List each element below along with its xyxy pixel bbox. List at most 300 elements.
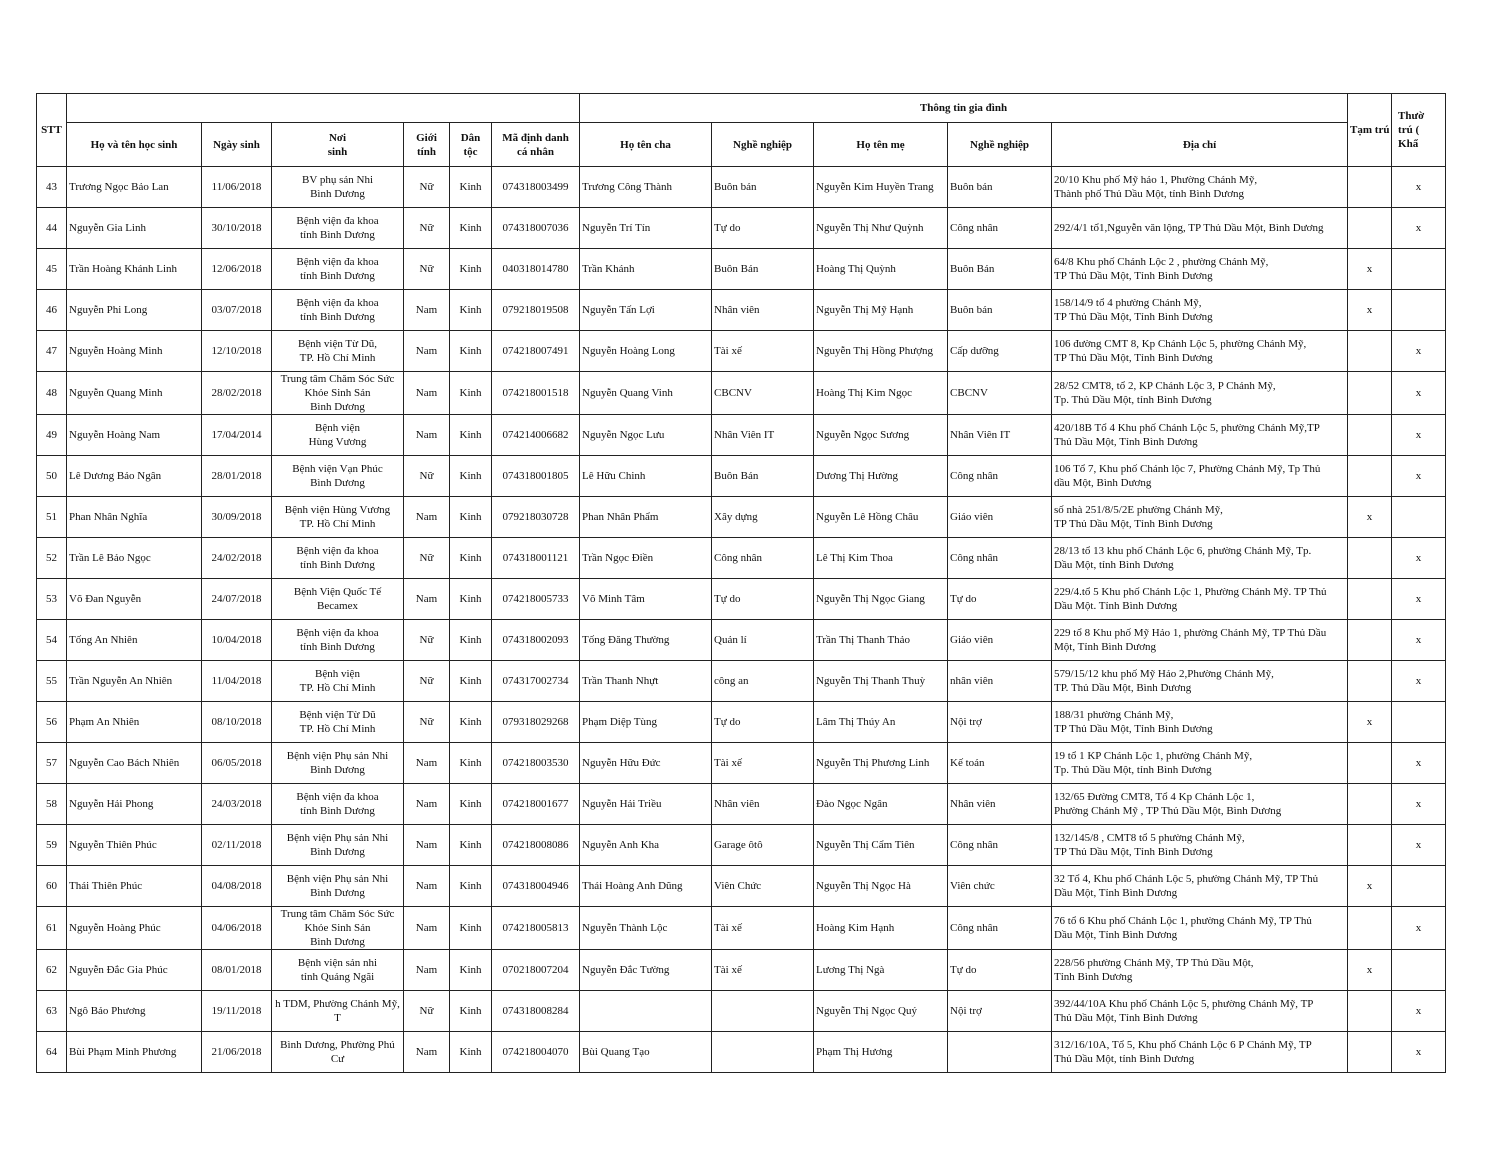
- temp-cell: [1348, 456, 1392, 497]
- mother-job-cell: Công nhân: [948, 907, 1052, 950]
- ethnicity-cell: Kinh: [450, 907, 492, 950]
- stt-cell: 61: [37, 907, 67, 950]
- mother-cell: Nguyễn Thị Thanh Thuỳ: [814, 661, 948, 702]
- id-cell: 074218004070: [492, 1032, 580, 1073]
- ethnicity-cell: Kinh: [450, 1032, 492, 1073]
- mother-cell: Nguyễn Thị Ngọc Giang: [814, 579, 948, 620]
- mother-job-cell: Công nhân: [948, 456, 1052, 497]
- perm-cell: [1392, 249, 1446, 290]
- father-job-cell: Buôn Bán: [712, 249, 814, 290]
- name-cell: Võ Đan Nguyễn: [67, 579, 202, 620]
- header-birthplace: Nơi sinh: [272, 123, 404, 167]
- dob-cell: 30/10/2018: [202, 208, 272, 249]
- header-dob: Ngày sinh: [202, 123, 272, 167]
- father-cell: Lê Hữu Chinh: [580, 456, 712, 497]
- table-row: [37, 579, 1446, 620]
- mother-job-cell: Buôn bán: [948, 290, 1052, 331]
- address-cell: 228/56 phường Chánh Mỹ, TP Thủ Dầu Một, Tỉnh Bình Dương: [1052, 950, 1348, 991]
- address-cell: 312/16/10A, Tổ 5, Khu phố Chánh Lộc 6 P Chánh Mỹ, TP Thủ Dầu Một, tỉnh Bình Dương: [1052, 1032, 1348, 1073]
- father-job-cell: Viên Chức: [712, 866, 814, 907]
- father-job-cell: Tài xế: [712, 331, 814, 372]
- birthplace-cell: Bệnh viện đa khoa tỉnh Bình Dương: [272, 208, 404, 249]
- header-family-group: Thông tin gia đình: [580, 94, 1348, 123]
- gender-cell: Nữ: [404, 991, 450, 1032]
- id-cell: 074218005813: [492, 907, 580, 950]
- name-cell: Nguyễn Quang Minh: [67, 372, 202, 415]
- temp-cell: [1348, 167, 1392, 208]
- header-temp: Tạm trú: [1348, 94, 1392, 167]
- mother-job-cell: Nội trợ: [948, 991, 1052, 1032]
- stt-cell: 51: [37, 497, 67, 538]
- dob-cell: 30/09/2018: [202, 497, 272, 538]
- perm-cell: x: [1392, 825, 1446, 866]
- table-row: [37, 702, 1446, 743]
- header-ethnicity: Dân tộc: [450, 123, 492, 167]
- ethnicity-cell: Kinh: [450, 208, 492, 249]
- table-row: [37, 167, 1446, 208]
- temp-cell: x: [1348, 249, 1392, 290]
- mother-job-cell: Buôn Bán: [948, 249, 1052, 290]
- birthplace-cell: Bệnh viện Từ Dũ TP. Hồ Chí Minh: [272, 702, 404, 743]
- father-cell: Nguyễn Hữu Đức: [580, 743, 712, 784]
- table-row: [37, 208, 1446, 249]
- name-cell: Nguyễn Gia Linh: [67, 208, 202, 249]
- mother-job-cell: Nhân viên: [948, 784, 1052, 825]
- ethnicity-cell: Kinh: [450, 167, 492, 208]
- temp-cell: x: [1348, 866, 1392, 907]
- father-job-cell: Tài xế: [712, 743, 814, 784]
- stt-cell: 43: [37, 167, 67, 208]
- id-cell: 074218001518: [492, 372, 580, 415]
- father-job-cell: Buôn bán: [712, 167, 814, 208]
- temp-cell: [1348, 538, 1392, 579]
- father-job-cell: Nhân viên: [712, 784, 814, 825]
- name-cell: Nguyễn Hoàng Phúc: [67, 907, 202, 950]
- dob-cell: 10/04/2018: [202, 620, 272, 661]
- mother-cell: Nguyễn Kim Huyền Trang: [814, 167, 948, 208]
- temp-cell: [1348, 1032, 1392, 1073]
- address-cell: 132/65 Đường CMT8, Tổ 4 Kp Chánh Lộc 1, Phường Chánh Mỹ , TP Thủ Dầu Một, Bình Dương: [1052, 784, 1348, 825]
- address-cell: 420/18B Tổ 4 Khu phố Chánh Lộc 5, phường Chánh Mỹ,TP Thủ Dầu Một, Tỉnh Bình Dương: [1052, 415, 1348, 456]
- perm-cell: x: [1392, 907, 1446, 950]
- dob-cell: 28/02/2018: [202, 372, 272, 415]
- birthplace-cell: Bệnh viện đa khoa tỉnh Bình Dương: [272, 620, 404, 661]
- dob-cell: 02/11/2018: [202, 825, 272, 866]
- address-cell: 64/8 Khu phố Chánh Lộc 2 , phường Chánh Mỹ, TP Thủ Dầu Một, Tỉnh Bình Dương: [1052, 249, 1348, 290]
- gender-cell: Nam: [404, 579, 450, 620]
- ethnicity-cell: Kinh: [450, 290, 492, 331]
- table-row: [37, 661, 1446, 702]
- dob-cell: 24/02/2018: [202, 538, 272, 579]
- father-cell: Phan Nhân Phẩm: [580, 497, 712, 538]
- stt-cell: 64: [37, 1032, 67, 1073]
- header-perm: Thườ trú ( Khẩ: [1392, 94, 1446, 167]
- perm-cell: x: [1392, 167, 1446, 208]
- father-cell: Trương Công Thành: [580, 167, 712, 208]
- stt-cell: 46: [37, 290, 67, 331]
- mother-job-cell: Cấp dưỡng: [948, 331, 1052, 372]
- table-row: [37, 825, 1446, 866]
- father-cell: Nguyễn Thành Lộc: [580, 907, 712, 950]
- gender-cell: Nam: [404, 290, 450, 331]
- gender-cell: Nam: [404, 950, 450, 991]
- temp-cell: [1348, 579, 1392, 620]
- birthplace-cell: Bệnh Viện Quốc Tế Becamex: [272, 579, 404, 620]
- gender-cell: Nam: [404, 784, 450, 825]
- table-row: [37, 950, 1446, 991]
- address-cell: số nhà 251/8/5/2E phường Chánh Mỹ, TP Thủ Dầu Một, Tỉnh Bình Dương: [1052, 497, 1348, 538]
- mother-job-cell: Giáo viên: [948, 497, 1052, 538]
- gender-cell: Nam: [404, 825, 450, 866]
- ethnicity-cell: Kinh: [450, 249, 492, 290]
- dob-cell: 12/10/2018: [202, 331, 272, 372]
- perm-cell: x: [1392, 991, 1446, 1032]
- ethnicity-cell: Kinh: [450, 331, 492, 372]
- ethnicity-cell: Kinh: [450, 538, 492, 579]
- name-cell: Phan Nhân Nghĩa: [67, 497, 202, 538]
- ethnicity-cell: Kinh: [450, 950, 492, 991]
- stt-cell: 63: [37, 991, 67, 1032]
- address-cell: 20/10 Khu phố Mỹ hảo 1, Phường Chánh Mỹ, Thành phố Thủ Dầu Một, tỉnh Bình Dương: [1052, 167, 1348, 208]
- gender-cell: Nam: [404, 372, 450, 415]
- table-row: [37, 456, 1446, 497]
- stt-cell: 57: [37, 743, 67, 784]
- birthplace-cell: Bệnh viện TP. Hồ Chí Minh: [272, 661, 404, 702]
- perm-cell: [1392, 950, 1446, 991]
- temp-cell: [1348, 372, 1392, 415]
- mother-job-cell: Giáo viên: [948, 620, 1052, 661]
- perm-cell: x: [1392, 743, 1446, 784]
- ethnicity-cell: Kinh: [450, 702, 492, 743]
- table-row: [37, 290, 1446, 331]
- mother-job-cell: Tự do: [948, 950, 1052, 991]
- father-job-cell: Tự do: [712, 208, 814, 249]
- name-cell: Nguyễn Hải Phong: [67, 784, 202, 825]
- father-job-cell: Nhân Viên IT: [712, 415, 814, 456]
- name-cell: Nguyễn Đắc Gia Phúc: [67, 950, 202, 991]
- perm-cell: x: [1392, 331, 1446, 372]
- father-cell: Trần Ngọc Điền: [580, 538, 712, 579]
- table-row: [37, 784, 1446, 825]
- dob-cell: 28/01/2018: [202, 456, 272, 497]
- father-job-cell: Garage ôtô: [712, 825, 814, 866]
- perm-cell: x: [1392, 456, 1446, 497]
- perm-cell: x: [1392, 579, 1446, 620]
- birthplace-cell: Trung tâm Chăm Sóc Sức Khỏe Sinh Sản Bình Dương: [272, 907, 404, 950]
- address-cell: 106 Tổ 7, Khu phố Chánh lộc 7, Phường Chánh Mỹ, Tp Thủ dầu Một, Bình Dương: [1052, 456, 1348, 497]
- father-cell: Thái Hoàng Anh Dũng: [580, 866, 712, 907]
- ethnicity-cell: Kinh: [450, 743, 492, 784]
- mother-cell: Lâm Thị Thúy An: [814, 702, 948, 743]
- perm-cell: [1392, 702, 1446, 743]
- mother-cell: Hoàng Thị Quỳnh: [814, 249, 948, 290]
- gender-cell: Nữ: [404, 208, 450, 249]
- header-blank: [67, 94, 580, 123]
- address-cell: 579/15/12 khu phố Mỹ Hảo 2,Phường Chánh Mỹ, TP. Thủ Dầu Một, Bình Dương: [1052, 661, 1348, 702]
- id-cell: 074318002093: [492, 620, 580, 661]
- header-address: Địa chỉ: [1052, 123, 1348, 167]
- id-cell: 074318008284: [492, 991, 580, 1032]
- ethnicity-cell: Kinh: [450, 415, 492, 456]
- mother-cell: Hoàng Thị Kim Ngọc: [814, 372, 948, 415]
- name-cell: Nguyễn Hoàng Nam: [67, 415, 202, 456]
- stt-cell: 58: [37, 784, 67, 825]
- gender-cell: Nam: [404, 1032, 450, 1073]
- temp-cell: [1348, 825, 1392, 866]
- id-cell: 074318004946: [492, 866, 580, 907]
- temp-cell: [1348, 208, 1392, 249]
- dob-cell: 24/07/2018: [202, 579, 272, 620]
- father-job-cell: Quản lí: [712, 620, 814, 661]
- id-cell: 079218019508: [492, 290, 580, 331]
- name-cell: Bùi Phạm Minh Phương: [67, 1032, 202, 1073]
- mother-job-cell: Nội trợ: [948, 702, 1052, 743]
- mother-cell: Nguyễn Thị Phương Linh: [814, 743, 948, 784]
- temp-cell: [1348, 743, 1392, 784]
- address-cell: 229 tổ 8 Khu phố Mỹ Hảo 1, phường Chánh Mỹ, TP Thủ Dầu Một, Tỉnh Bình Dương: [1052, 620, 1348, 661]
- table-row: [37, 372, 1446, 415]
- address-cell: 132/145/8 , CMT8 tổ 5 phường Chánh Mỹ, TP Thủ Dầu Một, Tỉnh Bình Dương: [1052, 825, 1348, 866]
- father-cell: Trần Thanh Nhựt: [580, 661, 712, 702]
- dob-cell: 08/01/2018: [202, 950, 272, 991]
- address-cell: 19 tổ 1 KP Chánh Lộc 1, phường Chánh Mỹ, Tp. Thủ Dầu Một, tỉnh Bình Dương: [1052, 743, 1348, 784]
- gender-cell: Nữ: [404, 456, 450, 497]
- dob-cell: 04/08/2018: [202, 866, 272, 907]
- father-job-cell: Nhân viên: [712, 290, 814, 331]
- address-cell: 158/14/9 tổ 4 phường Chánh Mỹ, TP Thủ Dầu Một, Tỉnh Bình Dương: [1052, 290, 1348, 331]
- mother-job-cell: Công nhân: [948, 825, 1052, 866]
- mother-job-cell: CBCNV: [948, 372, 1052, 415]
- address-cell: 76 tổ 6 Khu phố Chánh Lộc 1, phường Chánh Mỹ, TP Thủ Dầu Một, Tỉnh Bình Dương: [1052, 907, 1348, 950]
- gender-cell: Nam: [404, 415, 450, 456]
- dob-cell: 11/06/2018: [202, 167, 272, 208]
- birthplace-cell: Bệnh viện đa khoa tỉnh Bình Dương: [272, 538, 404, 579]
- temp-cell: x: [1348, 290, 1392, 331]
- father-job-cell: Tài xế: [712, 950, 814, 991]
- id-cell: 074218007491: [492, 331, 580, 372]
- father-job-cell: CBCNV: [712, 372, 814, 415]
- mother-cell: Dương Thị Hường: [814, 456, 948, 497]
- perm-cell: x: [1392, 784, 1446, 825]
- mother-cell: Nguyễn Thị Như Quỳnh: [814, 208, 948, 249]
- father-cell: Trần Khánh: [580, 249, 712, 290]
- id-cell: 079318029268: [492, 702, 580, 743]
- father-job-cell: Công nhân: [712, 538, 814, 579]
- header-name: Họ và tên học sinh: [67, 123, 202, 167]
- mother-cell: Nguyễn Thị Mỹ Hạnh: [814, 290, 948, 331]
- id-cell: 074218003530: [492, 743, 580, 784]
- mother-cell: Nguyễn Ngọc Sương: [814, 415, 948, 456]
- header-id: Mã định danh cá nhân: [492, 123, 580, 167]
- id-cell: 074318003499: [492, 167, 580, 208]
- gender-cell: Nữ: [404, 249, 450, 290]
- header-gender: Giới tính: [404, 123, 450, 167]
- dob-cell: 12/06/2018: [202, 249, 272, 290]
- father-job-cell: Xây dựng: [712, 497, 814, 538]
- father-cell: Phạm Diệp Tùng: [580, 702, 712, 743]
- mother-cell: Nguyễn Thị Ngọc Hà: [814, 866, 948, 907]
- temp-cell: [1348, 415, 1392, 456]
- id-cell: 074317002734: [492, 661, 580, 702]
- mother-cell: Đào Ngọc Ngân: [814, 784, 948, 825]
- gender-cell: Nữ: [404, 167, 450, 208]
- id-cell: 074218005733: [492, 579, 580, 620]
- table-row: [37, 497, 1446, 538]
- gender-cell: Nữ: [404, 620, 450, 661]
- stt-cell: 52: [37, 538, 67, 579]
- mother-cell: Lương Thị Ngà: [814, 950, 948, 991]
- father-cell: [580, 991, 712, 1032]
- father-job-cell: công an: [712, 661, 814, 702]
- birthplace-cell: Bệnh viện đa khoa tỉnh Bình Dương: [272, 290, 404, 331]
- perm-cell: x: [1392, 372, 1446, 415]
- stt-cell: 55: [37, 661, 67, 702]
- temp-cell: [1348, 907, 1392, 950]
- birthplace-cell: Bệnh viện Phụ sản Nhi Bình Dương: [272, 866, 404, 907]
- table-body: [37, 167, 1446, 1073]
- name-cell: Nguyễn Phi Long: [67, 290, 202, 331]
- ethnicity-cell: Kinh: [450, 497, 492, 538]
- gender-cell: Nữ: [404, 538, 450, 579]
- father-cell: Võ Minh Tâm: [580, 579, 712, 620]
- table-row: [37, 538, 1446, 579]
- stt-cell: 49: [37, 415, 67, 456]
- birthplace-cell: Bệnh viện Từ Dũ, TP. Hồ Chí Minh: [272, 331, 404, 372]
- father-job-cell: [712, 991, 814, 1032]
- temp-cell: x: [1348, 497, 1392, 538]
- temp-cell: [1348, 784, 1392, 825]
- gender-cell: Nam: [404, 907, 450, 950]
- mother-cell: Nguyễn Thị Hồng Phượng: [814, 331, 948, 372]
- table-row: [37, 249, 1446, 290]
- id-cell: 074218001677: [492, 784, 580, 825]
- id-cell: 079218030728: [492, 497, 580, 538]
- perm-cell: x: [1392, 620, 1446, 661]
- address-cell: 32 Tổ 4, Khu phố Chánh Lộc 5, phường Chánh Mỹ, TP Thủ Dầu Một, Tỉnh Bình Dương: [1052, 866, 1348, 907]
- address-cell: 28/13 tổ 13 khu phố Chánh Lộc 6, phường Chánh Mỹ, Tp. Dầu Một, tỉnh Bình Dương: [1052, 538, 1348, 579]
- mother-cell: Nguyễn Thị Cẩm Tiên: [814, 825, 948, 866]
- id-cell: 074318001805: [492, 456, 580, 497]
- mother-job-cell: Tự do: [948, 579, 1052, 620]
- temp-cell: [1348, 991, 1392, 1032]
- stt-cell: 60: [37, 866, 67, 907]
- stt-cell: 45: [37, 249, 67, 290]
- id-cell: 074318001121: [492, 538, 580, 579]
- father-cell: Nguyễn Quang Vinh: [580, 372, 712, 415]
- id-cell: 074214006682: [492, 415, 580, 456]
- temp-cell: [1348, 331, 1392, 372]
- ethnicity-cell: Kinh: [450, 620, 492, 661]
- table-row: [37, 991, 1446, 1032]
- table-row: [37, 743, 1446, 784]
- gender-cell: Nam: [404, 866, 450, 907]
- temp-cell: x: [1348, 702, 1392, 743]
- birthplace-cell: Bình Dương, Phường Phú Cư: [272, 1032, 404, 1073]
- father-cell: Nguyễn Trí Tín: [580, 208, 712, 249]
- perm-cell: [1392, 497, 1446, 538]
- dob-cell: 19/11/2018: [202, 991, 272, 1032]
- ethnicity-cell: Kinh: [450, 866, 492, 907]
- ethnicity-cell: Kinh: [450, 991, 492, 1032]
- gender-cell: Nữ: [404, 661, 450, 702]
- dob-cell: 08/10/2018: [202, 702, 272, 743]
- dob-cell: 21/06/2018: [202, 1032, 272, 1073]
- father-job-cell: Tài xế: [712, 907, 814, 950]
- birthplace-cell: h TDM, Phường Chánh Mỹ, T: [272, 991, 404, 1032]
- mother-cell: Trần Thị Thanh Thảo: [814, 620, 948, 661]
- stt-cell: 54: [37, 620, 67, 661]
- birthplace-cell: Bệnh viện đa khoa tỉnh Bình Dương: [272, 249, 404, 290]
- father-cell: Nguyễn Anh Kha: [580, 825, 712, 866]
- perm-cell: x: [1392, 1032, 1446, 1073]
- ethnicity-cell: Kinh: [450, 372, 492, 415]
- dob-cell: 03/07/2018: [202, 290, 272, 331]
- name-cell: Trần Hoàng Khánh Linh: [67, 249, 202, 290]
- father-job-cell: [712, 1032, 814, 1073]
- table-row: [37, 1032, 1446, 1073]
- name-cell: Tống An Nhiên: [67, 620, 202, 661]
- ethnicity-cell: Kinh: [450, 456, 492, 497]
- name-cell: Nguyễn Hoàng Minh: [67, 331, 202, 372]
- gender-cell: Nam: [404, 497, 450, 538]
- stt-cell: 59: [37, 825, 67, 866]
- father-job-cell: Tự do: [712, 579, 814, 620]
- birthplace-cell: Bệnh viện Phụ sản Nhi Bình Dương: [272, 743, 404, 784]
- mother-job-cell: nhân viên: [948, 661, 1052, 702]
- perm-cell: x: [1392, 661, 1446, 702]
- stt-cell: 48: [37, 372, 67, 415]
- temp-cell: [1348, 620, 1392, 661]
- dob-cell: 17/04/2014: [202, 415, 272, 456]
- mother-cell: Nguyễn Thị Ngọc Quý: [814, 991, 948, 1032]
- birthplace-cell: BV phụ sản Nhi Bình Dương: [272, 167, 404, 208]
- birthplace-cell: Trung tâm Chăm Sóc Sức Khỏe Sinh Sản Bình Dương: [272, 372, 404, 415]
- student-roster-table: [36, 93, 1446, 1073]
- mother-job-cell: Công nhân: [948, 538, 1052, 579]
- stt-cell: 56: [37, 702, 67, 743]
- father-cell: Nguyễn Tấn Lợi: [580, 290, 712, 331]
- gender-cell: Nam: [404, 743, 450, 784]
- header-father: Họ tên cha: [580, 123, 712, 167]
- stt-cell: 53: [37, 579, 67, 620]
- name-cell: Trần Nguyễn An Nhiên: [67, 661, 202, 702]
- name-cell: Trương Ngọc Bảo Lan: [67, 167, 202, 208]
- mother-job-cell: Công nhân: [948, 208, 1052, 249]
- name-cell: Nguyễn Thiên Phúc: [67, 825, 202, 866]
- mother-job-cell: Kế toán: [948, 743, 1052, 784]
- table-row: [37, 331, 1446, 372]
- gender-cell: Nữ: [404, 702, 450, 743]
- temp-cell: x: [1348, 950, 1392, 991]
- id-cell: 074318007036: [492, 208, 580, 249]
- father-cell: Tống Đăng Thường: [580, 620, 712, 661]
- table-row: [37, 866, 1446, 907]
- ethnicity-cell: Kinh: [450, 825, 492, 866]
- name-cell: Lê Dương Bảo Ngân: [67, 456, 202, 497]
- header-mother-job: Nghề nghiệp: [948, 123, 1052, 167]
- id-cell: 074218008086: [492, 825, 580, 866]
- ethnicity-cell: Kinh: [450, 579, 492, 620]
- mother-job-cell: Buôn bán: [948, 167, 1052, 208]
- address-cell: 188/31 phường Chánh Mỹ, TP Thủ Dầu Một, Tỉnh Bình Dương: [1052, 702, 1348, 743]
- perm-cell: [1392, 866, 1446, 907]
- perm-cell: x: [1392, 415, 1446, 456]
- table-row: [37, 415, 1446, 456]
- birthplace-cell: Bệnh viện Hùng Vương: [272, 415, 404, 456]
- perm-cell: x: [1392, 208, 1446, 249]
- father-job-cell: Buôn Bán: [712, 456, 814, 497]
- stt-cell: 44: [37, 208, 67, 249]
